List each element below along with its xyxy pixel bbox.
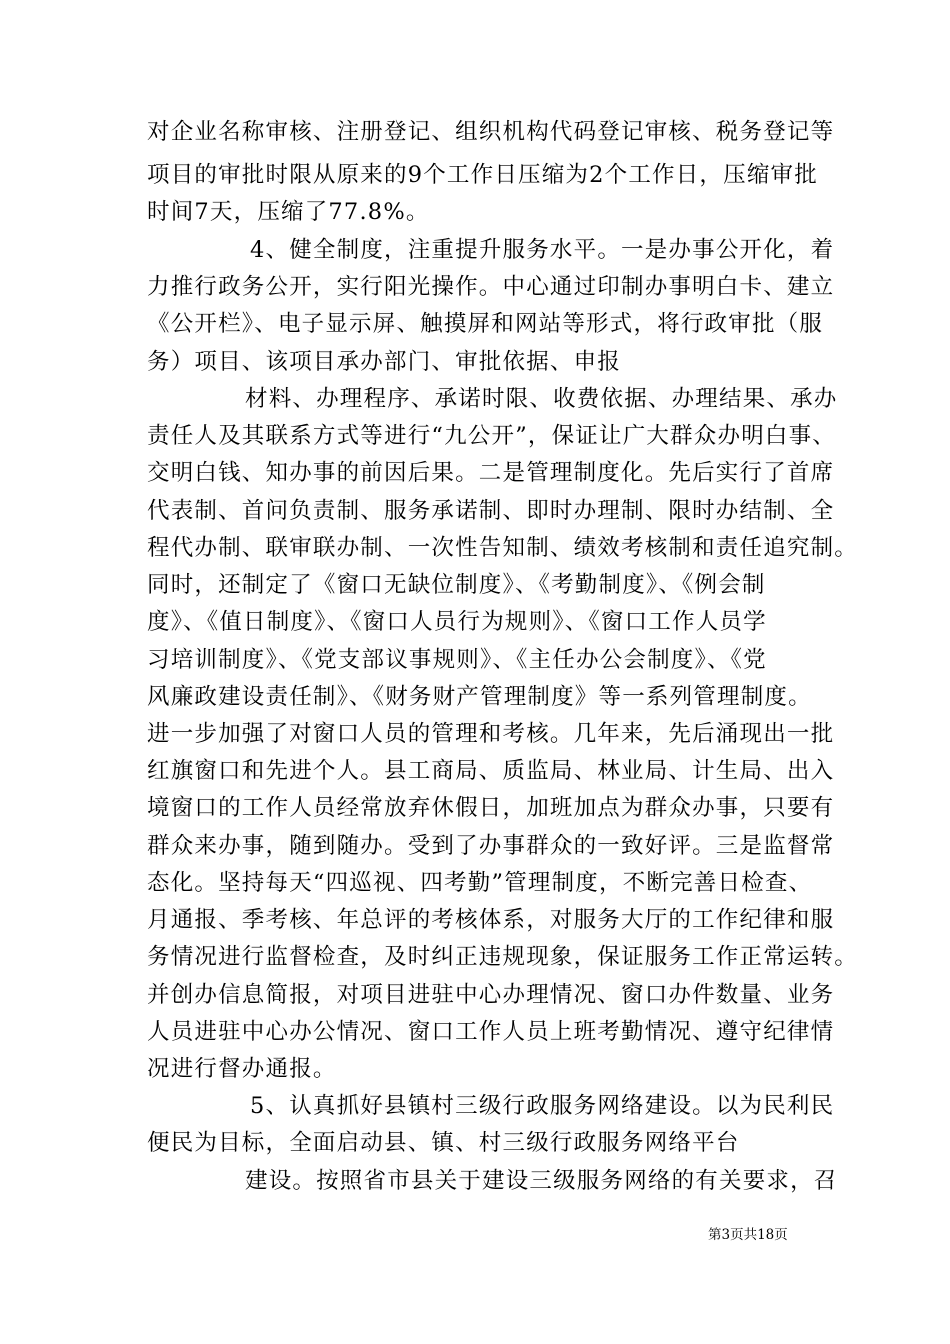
text-line: 项目的审批时限从原来的9个工作日压缩为2个工作日，压缩审批 <box>147 162 818 188</box>
page-number-footer: 第3页共18页 <box>708 1227 788 1243</box>
text-line: 人员进驻中心办公情况、窗口工作人员上班考勤情况、遵守纪律情 <box>147 1019 835 1045</box>
text-line: 程代办制、联审联办制、一次性告知制、绩效考核制和责任追究制。 <box>147 535 859 561</box>
paragraph-5-start: 5、认真抓好县镇村三级行政服务网络建设。以为民利民 <box>250 1093 835 1119</box>
text-line: 进一步加强了对窗口人员的管理和考核。几年来，先后涌现出一批 <box>147 721 835 747</box>
text-line: 态化。坚持每天“四巡视、四考勤”管理制度，不断完善日检查、 <box>147 870 813 896</box>
text-line: 月通报、季考核、年总评的考核体系，对服务大厅的工作纪律和服 <box>147 907 835 933</box>
text-line: 群众来办事，随到随办。受到了办事群众的一致好评。三是监督常 <box>147 833 835 859</box>
paragraph-4-start: 4、健全制度，注重提升服务水平。一是办事公开化，着 <box>250 237 835 263</box>
text-line: 力推行政务公开，实行阳光操作。中心通过印制办事明白卡、建立 <box>147 274 835 300</box>
text-line: 境窗口的工作人员经常放弃休假日，加班加点为群众办事，只要有 <box>147 795 835 821</box>
text-line: 对企业名称审核、注册登记、组织机构代码登记审核、税务登记等 <box>147 119 835 145</box>
text-line: 同时，还制定了《窗口无缺位制度》、《考勤制度》、《例会制 <box>147 572 766 598</box>
text-line: 务）项目、该项目承办部门、审批依据、申报 <box>147 349 622 375</box>
text-line: 责任人及其联系方式等进行“九公开”，保证让广大群众办明白事、 <box>147 423 837 449</box>
text-line: 习培训制度》、《党支部议事规则》、《主任办公会制度》、《党 <box>147 647 767 673</box>
text-line: 况进行督办通报。 <box>147 1056 337 1082</box>
text-line: 度》、《值日制度》、《窗口人员行为规则》、《窗口工作人员学 <box>147 609 767 635</box>
text-line: 代表制、首问负责制、服务承诺制、即时办理制、限时办结制、全 <box>147 498 835 524</box>
text-line: 交明白钱、知办事的前因后果。二是管理制度化。先后实行了首席 <box>147 460 835 486</box>
text-line: 风廉政建设责任制》、《财务财产管理制度》等一系列管理制度。 <box>147 684 812 710</box>
text-line-indented: 材料、办理程序、承诺时限、收费依据、办理结果、承办 <box>245 386 838 412</box>
text-line: 并创办信息简报，对项目进驻中心办理情况、窗口办件数量、业务 <box>147 982 835 1008</box>
text-line: 时间7天，压缩了77.8%。 <box>147 199 430 225</box>
text-line-indented: 建设。按照省市县关于建设三级服务网络的有关要求，召 <box>245 1168 838 1194</box>
text-line: 务情况进行监督检查，及时纠正违规现象，保证服务工作正常运转。 <box>147 944 859 970</box>
text-line: 红旗窗口和先进个人。县工商局、质监局、林业局、计生局、出入 <box>147 758 835 784</box>
text-line: 《公开栏》、电子显示屏、触摸屏和网站等形式，将行政审批（服 <box>147 311 824 337</box>
text-line: 便民为目标，全面启动县、镇、村三级行政服务网络平台 <box>147 1130 740 1156</box>
